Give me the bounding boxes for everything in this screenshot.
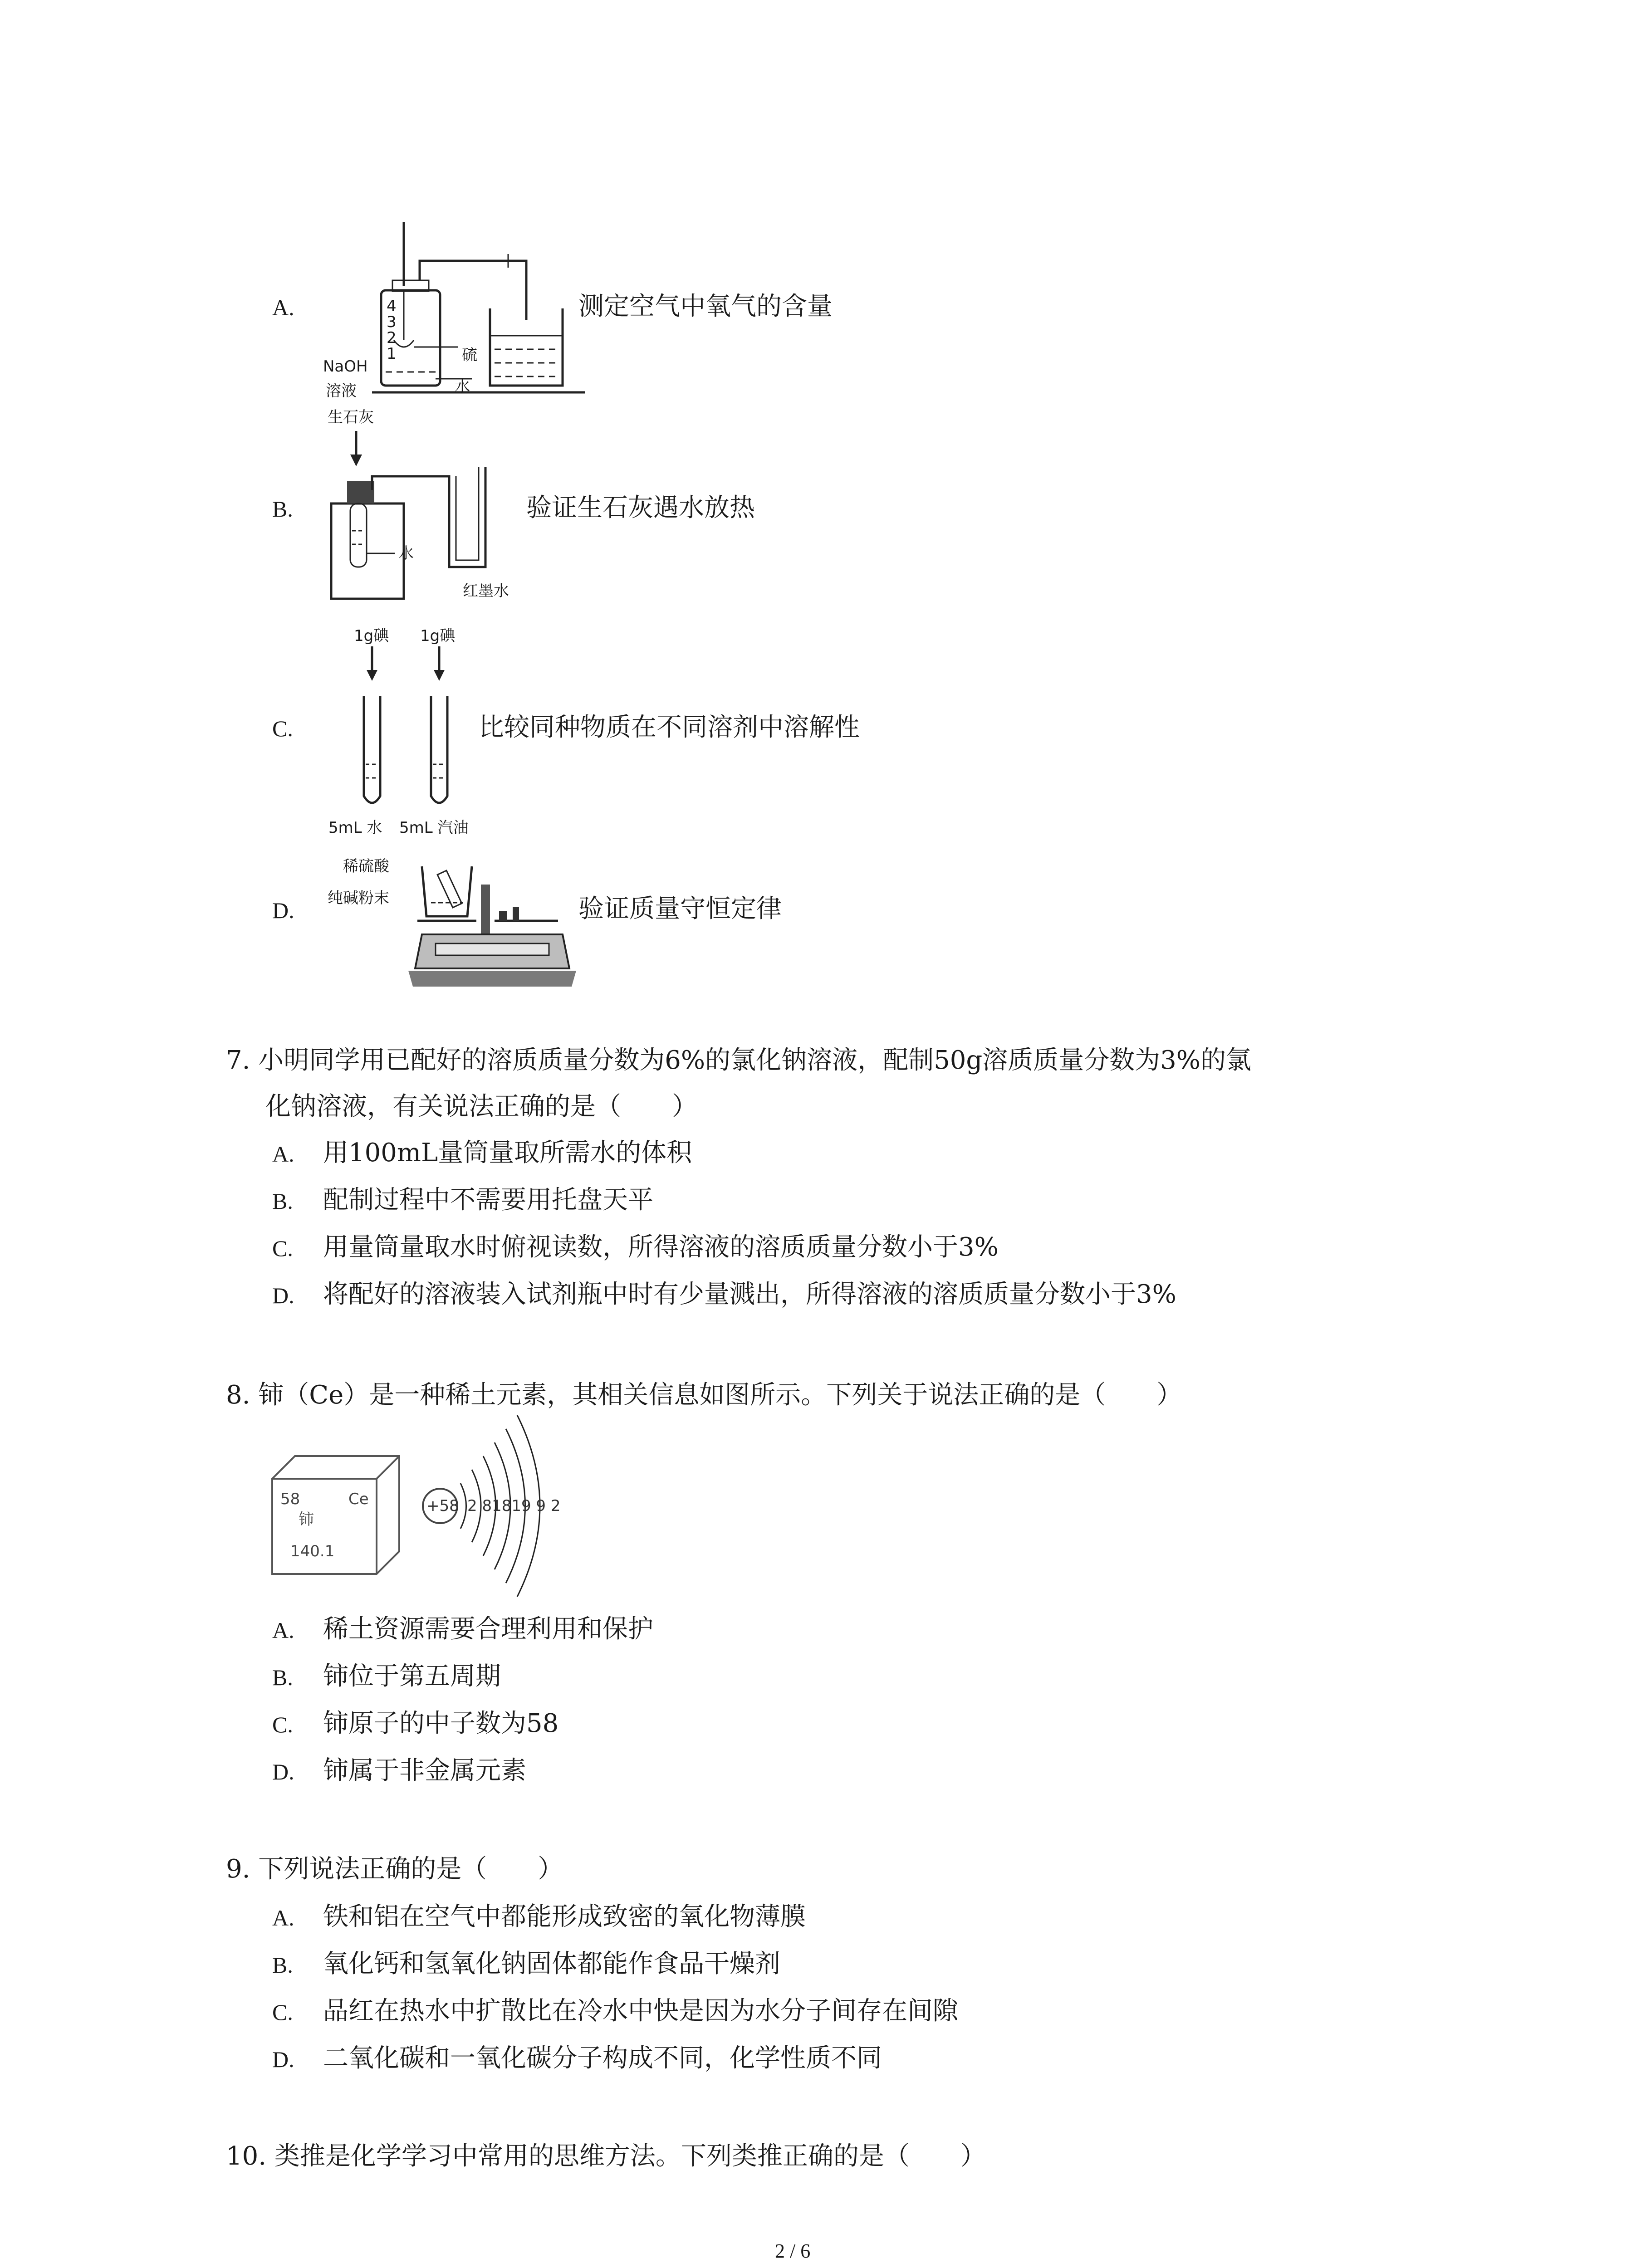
a-solution-label: 溶液	[326, 382, 357, 400]
element-mass: 140.1	[290, 1542, 335, 1560]
q8-option-c-text: 铈原子的中子数为58	[323, 1709, 559, 1738]
nucleus-charge: +58	[426, 1497, 459, 1515]
a-water-label: 水	[455, 377, 470, 396]
element-name: 铈	[299, 1510, 314, 1529]
c-gasoline-label: 5mL 汽油	[399, 819, 469, 837]
c-iodine-2-label: 1g碘	[420, 627, 456, 645]
q9-option-c-text: 品红在热水中扩散比在冷水中快是因为水分子间存在间隙	[323, 1996, 958, 2026]
d-acid-label: 稀硫酸	[343, 857, 389, 875]
element-symbol: Ce	[348, 1490, 369, 1508]
q9-option-a-text: 铁和铝在空气中都能形成致密的氧化物薄膜	[323, 1902, 806, 1931]
q6-diagram-c	[358, 646, 458, 819]
q7-option-c-text: 用量筒量取水时俯视读数，所得溶液的溶质质量分数小于3%	[323, 1232, 999, 1262]
a-scale-2: 2	[387, 329, 397, 347]
c-iodine-1-label: 1g碘	[354, 627, 389, 645]
q7-stem-line2: 化钠溶液，有关说法正确的是（ ）	[265, 1092, 697, 1121]
q7-option-b-letter: B.	[272, 1188, 293, 1214]
q8-option-a-letter: A.	[272, 1618, 294, 1643]
q8-option-b-letter: B.	[272, 1665, 293, 1690]
q6-option-a-letter: A.	[272, 295, 294, 320]
q9-option-a-letter: A.	[272, 1905, 294, 1931]
d-soda-label: 纯碱粉末	[328, 889, 389, 907]
a-scale-4: 4	[387, 297, 397, 315]
q8-option-b-text: 铈位于第五周期	[323, 1662, 501, 1691]
b-red-ink-label: 红墨水	[463, 582, 509, 600]
q6-option-d-text: 验证质量守恒定律	[578, 894, 782, 924]
q9-option-b-text: 氧化钙和氢氧化钠固体都能作食品干燥剂	[323, 1949, 780, 1979]
q6-option-c-letter: C.	[272, 716, 293, 741]
q6-option-d-letter: D.	[272, 898, 294, 923]
shell-electrons: 2 81819 9 2	[467, 1497, 561, 1515]
q9-stem: 9. 下列说法正确的是（ ）	[226, 1854, 563, 1884]
q6-option-b-letter: B.	[272, 496, 293, 522]
q9-option-d-text: 二氧化碳和一氧化碳分子构成不同，化学性质不同	[323, 2043, 882, 2073]
a-naoh-label: NaOH	[323, 357, 368, 376]
q7-stem-line1: 7. 小明同学用已配好的溶质质量分数为6%的氯化钠溶液，配制50g溶质质量分数为3%的氯	[226, 1046, 1252, 1075]
element-number: 58	[280, 1490, 300, 1508]
q10-stem: 10. 类推是化学学习中常用的思维方法。下列类推正确的是（ ）	[226, 2141, 986, 2171]
q7-option-d-text: 将配好的溶液装入试剂瓶中时有少量溅出，所得溶液的溶质质量分数小于3%	[323, 1280, 1176, 1309]
q6-option-a-text: 测定空气中氧气的含量	[578, 292, 833, 321]
q7-option-b-text: 配制过程中不需要用托盘天平	[323, 1185, 653, 1215]
q8-option-c-letter: C.	[272, 1712, 293, 1737]
q9-option-b-letter: B.	[272, 1952, 293, 1978]
c-water-label: 5mL 水	[328, 819, 382, 837]
q7-option-a-text: 用100mL量筒量取所需水的体积	[323, 1138, 692, 1168]
b-quicklime-label: 生石灰	[328, 408, 374, 426]
q6-diagram-a	[372, 218, 590, 399]
q8-option-a-text: 稀土资源需要合理利用和保护	[323, 1614, 653, 1644]
q7-option-a-letter: A.	[272, 1141, 294, 1167]
q7-option-d-letter: D.	[272, 1283, 294, 1308]
q8-option-d-text: 铈属于非金属元素	[323, 1756, 526, 1785]
a-sulfur-label: 硫	[462, 346, 477, 364]
a-scale-3: 3	[387, 313, 397, 331]
q8-stem: 8. 铈（Ce）是一种稀土元素，其相关信息如图所示。下列关于说法正确的是（ ）	[226, 1380, 1182, 1410]
q6-diagram-d	[408, 857, 581, 989]
q7-option-c-letter: C.	[272, 1236, 293, 1261]
page-number: 2 / 6	[775, 2240, 811, 2262]
q6-option-c-text: 比较同种物质在不同溶剂中溶解性	[479, 713, 860, 742]
q9-option-d-letter: D.	[272, 2047, 294, 2072]
q8-option-d-letter: D.	[272, 1759, 294, 1784]
q9-option-c-letter: C.	[272, 1999, 293, 2025]
b-water-label: 水	[398, 544, 414, 562]
a-scale-1: 1	[387, 345, 397, 363]
q6-option-b-text: 验证生石灰遇水放热	[526, 493, 755, 523]
element-card	[268, 1452, 404, 1579]
